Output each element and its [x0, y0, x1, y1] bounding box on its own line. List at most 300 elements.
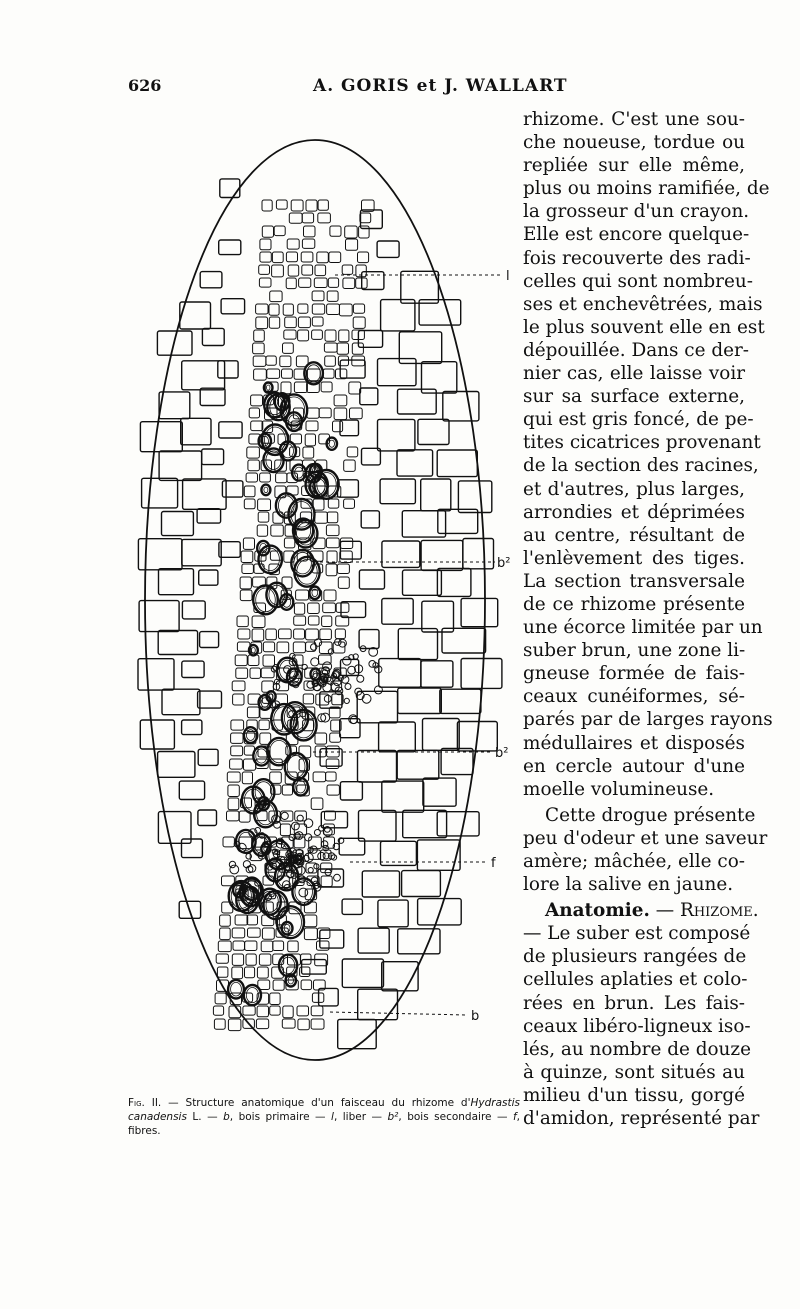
small-cell: [326, 772, 337, 781]
paragraph-anatomie: [523, 899, 760, 1130]
parenchyma-cell: [397, 450, 433, 476]
small-cell: [342, 265, 353, 274]
parenchyma-cell: [200, 272, 222, 288]
parenchyma-cell: [140, 422, 182, 452]
small-cell: [308, 616, 319, 625]
small-cell: [262, 200, 272, 211]
small-cell: [336, 603, 349, 612]
small-cell: [256, 317, 268, 329]
fibre: [230, 865, 239, 874]
parenchyma-cell: [358, 928, 389, 953]
small-cell: [227, 772, 240, 782]
text-line: suber brun, une zone li-: [523, 640, 746, 662]
parenchyma-cell: [200, 388, 225, 405]
small-cell: [337, 564, 349, 574]
small-cell: [273, 941, 284, 951]
small-cell: [260, 239, 271, 250]
cell-drawing: [125, 120, 515, 1092]
small-cell: [286, 252, 297, 262]
parenchyma-cell: [218, 361, 238, 378]
parenchyma-cell: [381, 300, 415, 331]
parenchyma-cell: [158, 631, 197, 655]
text-line: de ce rhizome présente: [523, 593, 745, 615]
anatomie-heading-line: [523, 899, 759, 922]
small-cell: [291, 200, 303, 211]
small-cell: [247, 915, 258, 925]
small-cell: [243, 538, 254, 549]
vessel-lumen: [307, 365, 321, 382]
small-cell: [304, 226, 316, 237]
parenchyma-cell: [378, 900, 408, 927]
small-cell: [304, 915, 317, 927]
vessel: [294, 557, 319, 587]
small-cell: [325, 811, 336, 820]
small-cell: [283, 1006, 293, 1018]
body-text-column: [523, 108, 773, 1130]
fibre: [299, 888, 308, 897]
small-cell: [252, 629, 264, 641]
text-line: celles qui sont nombreu-: [523, 270, 753, 292]
small-cell: [346, 239, 358, 250]
small-cell: [231, 746, 243, 756]
small-cell: [245, 941, 257, 951]
text-line: — Le suber est composé: [523, 923, 751, 945]
parenchyma-cell: [182, 720, 202, 735]
small-cell: [324, 590, 336, 601]
caption-part3: , bois primaire —: [229, 1111, 332, 1123]
small-cell: [245, 967, 255, 978]
parenchyma-cell: [198, 691, 222, 708]
small-cell: [327, 512, 338, 523]
small-cell: [251, 395, 263, 406]
small-cell: [302, 265, 313, 275]
parenchyma-cell: [361, 511, 379, 528]
small-cell: [272, 252, 283, 263]
page-header: [128, 76, 744, 98]
small-cell: [330, 733, 341, 742]
small-cell: [312, 317, 323, 326]
small-cell: [276, 473, 287, 483]
small-cell: [295, 811, 307, 821]
paragraph-description: [523, 108, 773, 801]
small-cell: [303, 694, 313, 704]
small-cell: [287, 239, 299, 249]
fibre: [304, 819, 313, 828]
small-cell: [298, 304, 308, 313]
parenchyma-cell: [182, 601, 205, 619]
small-cell: [321, 863, 332, 873]
small-cell: [262, 226, 273, 237]
caption-part6: , fibres.: [128, 1111, 520, 1137]
small-cell: [312, 330, 323, 339]
parenchyma-cell: [423, 719, 460, 751]
text-line: de plusieurs rangées de: [523, 946, 747, 968]
parenchyma-cell: [461, 598, 498, 626]
label-b2-upper: b²: [497, 556, 511, 571]
small-cell: [305, 434, 315, 446]
small-cell: [343, 278, 355, 289]
small-cell: [282, 369, 293, 378]
small-cell: [312, 291, 324, 301]
parenchyma-cell: [179, 781, 204, 799]
parenchyma-cell: [418, 419, 449, 444]
small-cell: [282, 1019, 295, 1028]
text-line: moelle volumineuse.: [523, 778, 715, 800]
small-cell: [299, 278, 311, 287]
small-cell: [293, 642, 305, 653]
small-cell: [298, 317, 310, 328]
small-cell: [323, 369, 334, 378]
parenchyma-cell: [183, 479, 227, 509]
vessel: [285, 753, 308, 780]
text-line: lés, au nombre de douze: [523, 1038, 751, 1060]
text-line: plus ou moins ramifiée, de: [523, 178, 770, 200]
parenchyma-cell: [458, 481, 491, 513]
anatomie-dash: —: [649, 900, 680, 922]
small-cell: [231, 733, 243, 743]
small-cell: [317, 941, 330, 950]
small-cell: [233, 694, 244, 705]
small-cell: [280, 824, 290, 836]
small-cell: [230, 759, 243, 769]
small-cell: [315, 265, 326, 276]
small-cell: [246, 473, 257, 482]
small-cell: [231, 720, 244, 730]
small-cell: [297, 1006, 309, 1016]
small-cell: [301, 980, 312, 990]
small-cell: [243, 1006, 255, 1015]
vessel-lumen: [329, 440, 334, 447]
fibre: [343, 657, 351, 665]
small-cell: [347, 447, 358, 457]
small-cell: [233, 941, 245, 950]
small-cell: [288, 941, 299, 952]
small-cell: [223, 837, 234, 847]
label-l: l: [506, 269, 510, 284]
parenchyma-cell: [421, 661, 453, 687]
parenchyma-cell: [437, 569, 471, 597]
small-cell: [284, 330, 296, 339]
small-cell: [249, 408, 259, 418]
small-cell: [285, 317, 297, 328]
caption-species: Hydrastis canadensis: [128, 1097, 520, 1123]
parenchyma-cell: [398, 929, 440, 954]
caption-part4: , liber —: [333, 1111, 388, 1123]
parenchyma-cell: [159, 569, 194, 595]
text-line: amère; mâchée, elle co-: [523, 851, 745, 872]
parenchyma-cell: [377, 241, 399, 257]
small-cell: [327, 304, 340, 315]
fibre: [362, 694, 371, 703]
small-cell: [306, 629, 319, 640]
small-cell: [246, 954, 256, 965]
text-line: che noueuse, tordue ou: [523, 132, 745, 154]
small-cell: [277, 642, 289, 653]
parenchyma-cell: [437, 450, 477, 477]
small-cell: [294, 629, 305, 639]
parenchyma-cell: [320, 930, 344, 948]
small-cell: [306, 200, 317, 211]
parenchyma-cell: [199, 570, 218, 585]
small-cell: [326, 759, 339, 769]
parenchyma-cell: [382, 781, 424, 812]
parenchyma-cell: [142, 478, 178, 508]
small-cell: [232, 967, 243, 979]
parenchyma-cell: [359, 570, 384, 589]
small-cell: [298, 330, 309, 341]
small-cell: [339, 330, 349, 342]
small-cell: [242, 564, 254, 574]
small-cell: [324, 343, 337, 352]
small-cell: [325, 330, 336, 341]
small-cell: [256, 304, 268, 314]
small-cell: [344, 499, 355, 508]
small-cell: [334, 395, 347, 406]
parenchyma-cell: [378, 359, 417, 386]
small-cell: [260, 252, 271, 262]
small-cell: [330, 226, 341, 236]
small-cell: [340, 538, 352, 549]
small-cell: [326, 564, 337, 576]
text-line: une écorce limitée par un: [523, 617, 763, 639]
small-cell: [280, 356, 291, 367]
parenchyma-cell: [219, 240, 241, 255]
small-cell: [228, 1019, 241, 1031]
caption-b2: b²: [387, 1111, 399, 1123]
small-cell: [344, 460, 356, 471]
fibre: [297, 815, 303, 821]
text-line: dépouillée. Dans ce der-: [523, 339, 749, 361]
small-cell: [284, 538, 294, 548]
caption-f: f: [512, 1111, 517, 1123]
small-cell: [312, 304, 324, 314]
parenchyma-cell: [421, 479, 451, 511]
text-line: lore la salive en jaune.: [523, 874, 734, 896]
fibre: [345, 684, 351, 690]
small-cell: [254, 369, 267, 380]
small-cell: [328, 278, 338, 287]
small-cell: [242, 772, 252, 784]
fibre: [344, 698, 349, 703]
small-cell: [326, 538, 339, 548]
parenchyma-cell: [382, 541, 420, 567]
small-cell: [329, 252, 341, 263]
anatomie-heading: Anatomie.: [545, 900, 650, 922]
small-cell: [360, 213, 371, 223]
small-cell: [298, 1019, 309, 1030]
small-cell: [294, 603, 304, 614]
fibre: [357, 675, 364, 682]
small-cell: [296, 590, 309, 600]
small-cell: [228, 785, 239, 797]
small-cell: [253, 343, 265, 354]
small-cell: [258, 499, 271, 511]
small-cell: [248, 928, 261, 937]
parenchyma-cell: [463, 539, 494, 569]
small-cell: [286, 278, 296, 289]
small-cell: [269, 317, 279, 328]
text-line: ceaux libéro-ligneux iso-: [523, 1015, 751, 1037]
small-cell: [259, 720, 269, 730]
small-cell: [327, 785, 339, 795]
text-line: de la section des racines,: [523, 455, 759, 477]
text-line: à quinze, sont situés au: [523, 1061, 745, 1083]
small-cell: [325, 356, 336, 366]
caption-part5: , bois secondaire —: [398, 1111, 513, 1123]
page-number: 626: [128, 76, 162, 95]
small-cell: [279, 629, 292, 639]
text-line: au centre, résultant de: [523, 524, 745, 546]
text-line: Cette drogue présente: [545, 804, 756, 826]
parenchyma-cell: [402, 871, 441, 897]
text-line: d'amidon, représenté par: [523, 1108, 760, 1130]
small-cell: [273, 980, 284, 990]
fibre: [334, 874, 341, 881]
paragraph-odor-taste: [523, 804, 768, 896]
parenchyma-cell: [379, 722, 416, 752]
small-cell: [340, 551, 353, 563]
parenchyma-cell: [358, 331, 382, 348]
small-cell: [267, 369, 280, 378]
small-cell: [304, 928, 317, 940]
vessel: [261, 485, 270, 496]
small-cell: [270, 993, 280, 1005]
vessel-cells: [228, 362, 382, 1005]
small-cell: [253, 356, 266, 366]
parenchyma-cell: [202, 328, 224, 345]
small-cell: [339, 304, 352, 316]
text-line: La section transversale: [523, 570, 745, 592]
text-line: Elle est encore quelque-: [523, 224, 750, 246]
small-cell: [236, 668, 248, 678]
small-cell: [289, 213, 302, 223]
parenchyma-cell: [380, 479, 415, 504]
fibre: [350, 716, 357, 723]
small-cell: [220, 928, 231, 940]
label-b2-lower: b²: [495, 746, 509, 761]
small-cell: [239, 837, 252, 849]
small-cell: [266, 356, 276, 365]
fibre: [321, 841, 328, 848]
small-cell: [254, 330, 265, 341]
parenchyma-cell: [159, 392, 190, 419]
text-line: sur sa surface externe,: [523, 386, 745, 408]
parenchyma-cell: [360, 388, 378, 405]
parenchyma-cell: [423, 778, 456, 806]
parenchyma-cell: [359, 810, 397, 841]
parenchyma-cell: [182, 839, 203, 858]
small-cell: [274, 226, 285, 236]
text-line: ses et enchevêtrées, mais: [523, 293, 763, 315]
small-cell: [217, 967, 228, 977]
small-cell: [320, 629, 332, 640]
small-cell: [261, 941, 273, 952]
parenchyma-cell: [197, 509, 221, 523]
text-line: ceaux cunéiformes, sé-: [523, 686, 745, 708]
small-cell: [317, 252, 329, 263]
small-cell: [313, 772, 326, 782]
vessel-lumen: [264, 487, 268, 493]
text-line: cellules aplaties et colo-: [523, 969, 748, 991]
small-cell: [352, 356, 365, 366]
fibre: [281, 812, 288, 819]
small-cell: [228, 798, 239, 810]
small-cell: [314, 278, 327, 288]
small-cell: [283, 304, 293, 315]
parenchyma-cell: [341, 602, 366, 618]
small-cell: [327, 291, 338, 301]
small-cell: [323, 824, 334, 835]
parenchyma-cell: [221, 299, 245, 314]
small-cell: [263, 642, 274, 652]
small-cell: [302, 239, 314, 248]
small-cell: [244, 499, 255, 509]
small-cell: [301, 252, 313, 262]
text-line: tites cicatrices provenant: [523, 432, 761, 454]
small-cell: [321, 382, 332, 392]
text-line: en cercle autour d'une: [523, 755, 745, 777]
parenchyma-cell: [198, 810, 217, 826]
small-cell: [237, 616, 248, 627]
small-cell: [259, 265, 270, 274]
fibre: [369, 661, 376, 668]
vessel: [309, 587, 320, 600]
vessel-lumen: [231, 982, 242, 996]
parenchyma-cell: [158, 752, 195, 778]
text-line: arrondies et déprimées: [523, 501, 745, 523]
small-cell: [247, 447, 260, 458]
small-cell: [215, 993, 226, 1004]
small-cell: [288, 265, 299, 276]
parenchyma-cell: [437, 812, 479, 836]
small-cell: [220, 915, 231, 926]
text-line: l'enlèvement des tiges.: [523, 547, 745, 569]
small-cell: [247, 707, 259, 718]
small-cell: [227, 811, 239, 821]
small-cell: [266, 629, 277, 640]
caption-b: b: [223, 1111, 230, 1123]
small-cell: [235, 915, 248, 925]
small-cell: [334, 408, 347, 420]
text-line: rées en brun. Les fais-: [523, 992, 745, 1014]
text-line: parés par de larges rayons: [523, 709, 773, 731]
parenchyma-cell: [443, 392, 479, 421]
parenchyma-cell: [398, 688, 442, 713]
running-head: A. GORIS et J. WALLART: [313, 76, 568, 96]
small-cell: [323, 603, 336, 613]
small-cell: [308, 603, 320, 614]
figure-caption: [128, 1096, 520, 1138]
small-cell: [318, 200, 328, 210]
small-cell: [261, 668, 274, 678]
small-cell: [315, 512, 328, 523]
small-cell: [248, 460, 260, 471]
small-cell: [257, 967, 268, 978]
parenchyma-cell: [162, 512, 194, 536]
vessel-lumen: [266, 385, 270, 390]
text-line: et d'autres, plus larges,: [523, 478, 745, 500]
caption-part2: L. —: [186, 1111, 224, 1123]
text-line: gneuse formée de fais-: [523, 663, 745, 685]
small-cell: [241, 551, 253, 563]
small-cell: [240, 577, 251, 589]
parenchyma-cell: [162, 689, 200, 715]
parenchyma-cell: [378, 419, 415, 451]
fibre: [308, 868, 313, 873]
small-cell: [257, 525, 267, 536]
small-cell: [335, 629, 345, 639]
vessel: [249, 645, 258, 655]
